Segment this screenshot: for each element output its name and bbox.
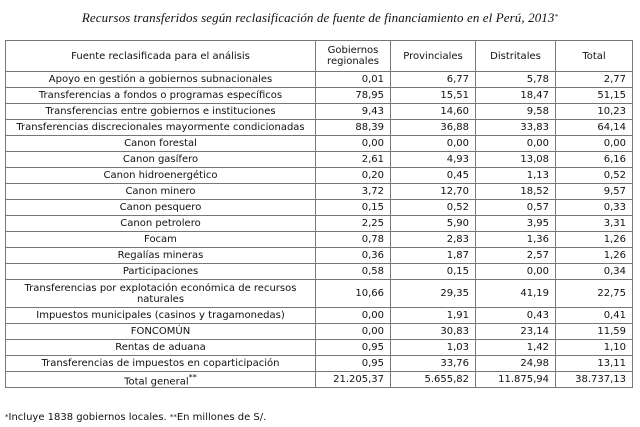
row-label: Canon minero (6, 184, 316, 200)
row-label: Transferencias a fondos o programas específicos (6, 88, 316, 104)
cell-gobiernos-regionales: 0,01 (316, 72, 391, 88)
cell-total: 11,59 (556, 324, 633, 340)
cell-distritales: 1,13 (476, 168, 556, 184)
table-title-text: Recursos transferidos según reclasificación de fuente de financiamiento en el Perú, 2013 (81, 10, 555, 25)
cell-total: 9,57 (556, 184, 633, 200)
cell-gobiernos-regionales: 0,78 (316, 232, 391, 248)
cell-provinciales: 1,03 (391, 340, 476, 356)
row-label: Canon petrolero (6, 216, 316, 232)
cell-total: 0,34 (556, 264, 633, 280)
table-row (6, 88, 633, 104)
cell-distritales: 18,47 (476, 88, 556, 104)
cell-gobiernos-regionales: 0,36 (316, 248, 391, 264)
cell-total: 0,52 (556, 168, 633, 184)
table-body (6, 72, 633, 372)
cell-total: 10,23 (556, 104, 633, 120)
cell-distritales: 23,14 (476, 324, 556, 340)
row-label: Transferencias entre gobiernos e instituciones (6, 104, 316, 120)
row-label: Apoyo en gestión a gobiernos subnacionales (6, 72, 316, 88)
cell-total: 1,26 (556, 248, 633, 264)
row-label: Participaciones (6, 264, 316, 280)
total-label: Total general (124, 376, 189, 388)
cell-gobiernos-regionales: 0,95 (316, 356, 391, 372)
cell-gobiernos-regionales: 88,39 (316, 120, 391, 136)
table-row (6, 216, 633, 232)
table-row (6, 104, 633, 120)
total-label-cell (6, 372, 316, 388)
cell-total: 0,41 (556, 308, 633, 324)
row-label: Impuestos municipales (casinos y tragamonedas) (6, 308, 316, 324)
cell-distritales: 0,00 (476, 264, 556, 280)
cell-provinciales: 1,91 (391, 308, 476, 324)
cell-distritales: 9,58 (476, 104, 556, 120)
cell-provinciales: 4,93 (391, 152, 476, 168)
cell-distritales: 2,57 (476, 248, 556, 264)
cell-gobiernos-regionales: 2,25 (316, 216, 391, 232)
cell-provinciales: 1,87 (391, 248, 476, 264)
total-row (6, 372, 633, 388)
cell-gobiernos-regionales: 10,66 (316, 280, 391, 308)
cell-provinciales: 5,90 (391, 216, 476, 232)
cell-distritales: 0,00 (476, 136, 556, 152)
table-row (6, 324, 633, 340)
cell-distritales: 24,98 (476, 356, 556, 372)
cell-provinciales: 36,88 (391, 120, 476, 136)
table-row (6, 232, 633, 248)
header-distritales: Distritales (476, 41, 556, 72)
cell-provinciales: 0,00 (391, 136, 476, 152)
footnote-text-2: En millones de S/. (176, 412, 267, 423)
row-label: Transferencias de impuestos en coparticipación (6, 356, 316, 372)
cell-total: 6,16 (556, 152, 633, 168)
header-row (6, 41, 633, 72)
cell-gobiernos-regionales: 0,15 (316, 200, 391, 216)
cell-distritales: 0,43 (476, 308, 556, 324)
table-row (6, 200, 633, 216)
transfer-table (5, 40, 633, 388)
footnote-marker-2: ** (169, 413, 177, 421)
table-row (6, 184, 633, 200)
total-provinciales: 5.655,82 (391, 372, 476, 388)
cell-distritales: 1,42 (476, 340, 556, 356)
cell-gobiernos-regionales: 78,95 (316, 88, 391, 104)
header-gobiernos-regionales: Gobiernos regionales (316, 41, 391, 72)
cell-provinciales: 15,51 (391, 88, 476, 104)
title-footnote-marker: * (554, 13, 559, 21)
row-label: Transferencias por explotación económica de recursos naturales (6, 280, 316, 308)
cell-gobiernos-regionales: 0,00 (316, 324, 391, 340)
cell-gobiernos-regionales: 0,95 (316, 340, 391, 356)
cell-gobiernos-regionales: 0,00 (316, 308, 391, 324)
cell-distritales: 33,83 (476, 120, 556, 136)
table-row (6, 280, 633, 308)
footnote (5, 412, 266, 424)
table-row (6, 136, 633, 152)
row-label: Canon pesquero (6, 200, 316, 216)
cell-total: 64,14 (556, 120, 633, 136)
table-row (6, 248, 633, 264)
row-label: FONCOMÚN (6, 324, 316, 340)
cell-total: 0,33 (556, 200, 633, 216)
cell-total: 2,77 (556, 72, 633, 88)
cell-provinciales: 2,83 (391, 232, 476, 248)
total-gobiernos-regionales: 21.205,37 (316, 372, 391, 388)
row-label: Focam (6, 232, 316, 248)
cell-gobiernos-regionales: 9,43 (316, 104, 391, 120)
row-label: Canon forestal (6, 136, 316, 152)
total-total: 38.737,13 (556, 372, 633, 388)
cell-provinciales: 0,45 (391, 168, 476, 184)
table-row (6, 308, 633, 324)
cell-total: 13,11 (556, 356, 633, 372)
cell-provinciales: 6,77 (391, 72, 476, 88)
cell-distritales: 18,52 (476, 184, 556, 200)
table-row (6, 356, 633, 372)
cell-total: 1,26 (556, 232, 633, 248)
cell-provinciales: 12,70 (391, 184, 476, 200)
table-row (6, 264, 633, 280)
row-label: Canon hidroenergético (6, 168, 316, 184)
table-row (6, 152, 633, 168)
cell-provinciales: 29,35 (391, 280, 476, 308)
cell-provinciales: 30,83 (391, 324, 476, 340)
row-label: Regalías mineras (6, 248, 316, 264)
header-provinciales: Provinciales (391, 41, 476, 72)
cell-total: 1,10 (556, 340, 633, 356)
cell-gobiernos-regionales: 0,20 (316, 168, 391, 184)
cell-total: 0,00 (556, 136, 633, 152)
cell-distritales: 41,19 (476, 280, 556, 308)
table-row (6, 120, 633, 136)
cell-distritales: 13,08 (476, 152, 556, 168)
cell-gobiernos-regionales: 3,72 (316, 184, 391, 200)
row-label: Rentas de aduana (6, 340, 316, 356)
row-label: Canon gasífero (6, 152, 316, 168)
cell-total: 51,15 (556, 88, 633, 104)
table-row (6, 340, 633, 356)
total-distritales: 11.875,94 (476, 372, 556, 388)
header-fuente: Fuente reclasificada para el análisis (6, 41, 316, 72)
cell-provinciales: 0,52 (391, 200, 476, 216)
row-label: Transferencias discrecionales mayormente condicionadas (6, 120, 316, 136)
cell-distritales: 3,95 (476, 216, 556, 232)
table-row (6, 168, 633, 184)
cell-distritales: 1,36 (476, 232, 556, 248)
cell-distritales: 5,78 (476, 72, 556, 88)
cell-gobiernos-regionales: 2,61 (316, 152, 391, 168)
cell-total: 3,31 (556, 216, 633, 232)
cell-gobiernos-regionales: 0,00 (316, 136, 391, 152)
footnote-text-1: Incluye 1838 gobiernos locales. (8, 412, 167, 423)
footnote-marker-1: * (5, 413, 9, 421)
total-footnote-marker: ** (188, 372, 197, 382)
cell-distritales: 0,57 (476, 200, 556, 216)
header-total: Total (556, 41, 633, 72)
cell-provinciales: 0,15 (391, 264, 476, 280)
cell-gobiernos-regionales: 0,58 (316, 264, 391, 280)
cell-total: 22,75 (556, 280, 633, 308)
cell-provinciales: 14,60 (391, 104, 476, 120)
table-title (0, 10, 640, 26)
table-row (6, 72, 633, 88)
cell-provinciales: 33,76 (391, 356, 476, 372)
